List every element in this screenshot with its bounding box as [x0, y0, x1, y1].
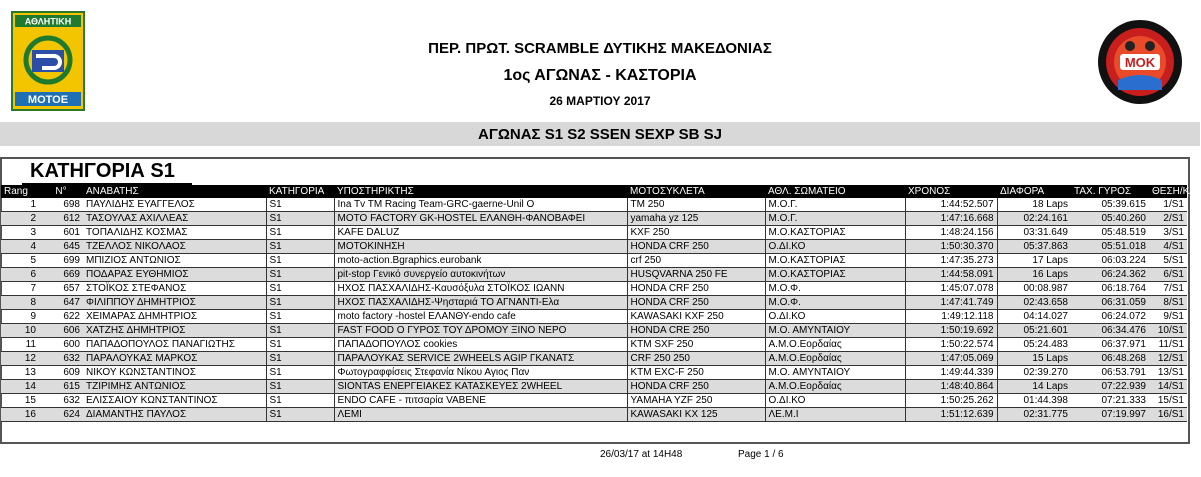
cell-difference: 05:37.863: [997, 240, 1071, 254]
cell-fastest-lap: 05:40.260: [1071, 212, 1149, 226]
table-header-row: [1, 185, 1187, 198]
cell-position: 11/S1: [1149, 338, 1187, 352]
table-row: [1, 226, 1187, 240]
cell-time: 1:50:30.370: [905, 240, 997, 254]
cell-time: 1:44:58.091: [905, 268, 997, 282]
cell-club: Μ.Ο.Φ.: [765, 296, 905, 310]
table-row: [1, 408, 1187, 422]
cell-category: S1: [266, 282, 334, 296]
cell-fastest-lap: 05:48.519: [1071, 226, 1149, 240]
cell-difference: 02:43.658: [997, 296, 1071, 310]
cell-club: Ο.ΔΙ.ΚΟ: [765, 240, 905, 254]
cell-time: 1:49:12.118: [905, 310, 997, 324]
cell-rider: ΠΑΡΑΛΟΥΚΑΣ ΜΑΡΚΟΣ: [83, 352, 266, 366]
cell-fastest-lap: 07:22.939: [1071, 380, 1149, 394]
cell-category: S1: [266, 324, 334, 338]
cell-position: 13/S1: [1149, 366, 1187, 380]
cell-motorcycle: HONDA CRF 250: [627, 240, 765, 254]
cell-category: S1: [266, 240, 334, 254]
cell-rang: 7: [1, 282, 39, 296]
cell-number: 669: [39, 268, 83, 282]
cell-time: 1:48:24.156: [905, 226, 997, 240]
cell-position: 12/S1: [1149, 352, 1187, 366]
cell-time: 1:44:52.507: [905, 198, 997, 212]
cell-motorcycle: KXF 250: [627, 226, 765, 240]
cell-motorcycle: HONDA CRF 250: [627, 282, 765, 296]
cell-position: 3/S1: [1149, 226, 1187, 240]
table-row: [1, 198, 1187, 212]
column-header-rider: ΑΝΑΒΑΤΗΣ: [83, 185, 266, 198]
cell-rang: 6: [1, 268, 39, 282]
column-header-motorcycle: ΜΟΤΟΣΥΚΛΕΤΑ: [627, 185, 765, 198]
cell-rang: 15: [1, 394, 39, 408]
cell-rider: ΣΤΟΪΚΟΣ ΣΤΕΦΑΝΟΣ: [83, 282, 266, 296]
cell-rang: 1: [1, 198, 39, 212]
cell-category: S1: [266, 366, 334, 380]
cell-fastest-lap: 06:53.791: [1071, 366, 1149, 380]
cell-sponsor: pit-stop Γενικό συνεργείο αυτοκινήτων: [334, 268, 627, 282]
cell-time: 1:47:16.668: [905, 212, 997, 226]
cell-sponsor: ΗΧΟΣ ΠΑΣΧΑΛΙΔΗΣ-Ψησταριά ΤΟ ΑΓΝΑΝΤΙ-Ελα: [334, 296, 627, 310]
cell-club: Ο.ΔΙ.ΚΟ: [765, 310, 905, 324]
column-header-fastest-lap: ΤΑΧ. ΓΥΡΟΣ: [1071, 185, 1149, 198]
svg-text:ΜΟΚ: ΜΟΚ: [1124, 55, 1156, 70]
cell-time: 1:47:05.069: [905, 352, 997, 366]
cell-number: 645: [39, 240, 83, 254]
table-row: [1, 212, 1187, 226]
page-indicator: Page 1 / 6: [738, 449, 784, 460]
cell-rang: 11: [1, 338, 39, 352]
race-title: ΑΓΩΝΑΣ S1 S2 SSEN SEXP SB SJ: [477, 126, 723, 143]
cell-position: 5/S1: [1149, 254, 1187, 268]
cell-club: Μ.Ο.ΚΑΣΤΟΡΙΑΣ: [765, 254, 905, 268]
cell-difference: 02:31.775: [997, 408, 1071, 422]
cell-number: 624: [39, 408, 83, 422]
cell-sponsor: ΠΑΡΑΛΟΥΚΑΣ SERVICE 2WHEELS AGIP ΓΚΑΝΑΤΣ: [334, 352, 627, 366]
cell-motorcycle: YAMAHA YZF 250: [627, 394, 765, 408]
cell-fastest-lap: 06:37.971: [1071, 338, 1149, 352]
cell-rider: ΜΠΙΖΙΟΣ ΑΝΤΩΝΙΟΣ: [83, 254, 266, 268]
cell-rang: 10: [1, 324, 39, 338]
cell-motorcycle: KAWASAKI KX 125: [627, 408, 765, 422]
cell-fastest-lap: 06:18.764: [1071, 282, 1149, 296]
cell-sponsor: ΛΕΜΙ: [334, 408, 627, 422]
cell-rang: 16: [1, 408, 39, 422]
column-header-category: ΚΑΤΗΓΟΡΙΑ: [266, 185, 334, 198]
cell-category: S1: [266, 198, 334, 212]
table-row: [1, 282, 1187, 296]
cell-difference: 17 Laps: [997, 254, 1071, 268]
cell-number: 612: [39, 212, 83, 226]
cell-number: 657: [39, 282, 83, 296]
cell-category: S1: [266, 394, 334, 408]
cell-motorcycle: KTM SXF 250: [627, 338, 765, 352]
table-row: [1, 254, 1187, 268]
cell-rider: ΤΑΣΟΥΛΑΣ ΑΧΙΛΛΕΑΣ: [83, 212, 266, 226]
cell-fastest-lap: 06:48.268: [1071, 352, 1149, 366]
svg-text:ΑΘΛΗΤΙΚΗ: ΑΘΛΗΤΙΚΗ: [24, 16, 72, 27]
cell-number: 600: [39, 338, 83, 352]
cell-position: 14/S1: [1149, 380, 1187, 394]
race-date: 26 ΜΑΡΤΙΟΥ 2017: [549, 94, 651, 108]
cell-club: Α.Μ.Ο.Εορδαίας: [765, 352, 905, 366]
category-title: ΚΑΤΗΓΟΡΙΑ S1: [30, 160, 175, 182]
cell-difference: 16 Laps: [997, 268, 1071, 282]
cell-category: S1: [266, 408, 334, 422]
cell-time: 1:50:25.262: [905, 394, 997, 408]
cell-position: 7/S1: [1149, 282, 1187, 296]
cell-rider: ΠΑΠΑΔΟΠΟΥΛΟΣ ΠΑΝΑΓΙΩΤΗΣ: [83, 338, 266, 352]
results-table: [1, 185, 1201, 422]
cell-difference: 02:24.161: [997, 212, 1071, 226]
cell-time: 1:51:12.639: [905, 408, 997, 422]
cell-motorcycle: yamaha yz 125: [627, 212, 765, 226]
cell-club: Μ.Ο. ΑΜΥΝΤΑΙΟΥ: [765, 324, 905, 338]
cell-category: S1: [266, 310, 334, 324]
cell-number: 632: [39, 394, 83, 408]
cell-club: Μ.Ο.ΚΑΣΤΟΡΙΑΣ: [765, 226, 905, 240]
table-row: [1, 268, 1187, 282]
cell-fastest-lap: 06:24.072: [1071, 310, 1149, 324]
cell-rang: 14: [1, 380, 39, 394]
cell-difference: 00:08.987: [997, 282, 1071, 296]
cell-position: 6/S1: [1149, 268, 1187, 282]
cell-rang: 2: [1, 212, 39, 226]
cell-club: ΛΕ.Μ.Ι: [765, 408, 905, 422]
cell-sponsor: ENDO CAFE - πιτσαρία VABENE: [334, 394, 627, 408]
cell-time: 1:47:35.273: [905, 254, 997, 268]
cell-rang: 13: [1, 366, 39, 380]
cell-fastest-lap: 06:24.362: [1071, 268, 1149, 282]
cell-club: Α.Μ.Ο.Εορδαίας: [765, 338, 905, 352]
column-header-rang: Rang: [1, 185, 39, 198]
championship-title: ΠΕΡ. ΠΡΩΤ. SCRAMBLE ΔΥΤΙΚΗΣ ΜΑΚΕΔΟΝΙΑΣ: [428, 40, 772, 57]
cell-category: S1: [266, 268, 334, 282]
cell-rider: ΠΑΥΛΙΔΗΣ ΕΥΑΓΓΕΛΟΣ: [83, 198, 266, 212]
cell-number: 699: [39, 254, 83, 268]
cell-sponsor: Φωτογραφφίσεις Στεφανία Νίκου Αγιος Παν: [334, 366, 627, 380]
cell-time: 1:47:41.749: [905, 296, 997, 310]
cell-sponsor: MOTO FACTORY GK-HOSTEL ΕΛΑΝΘΗ-ΦΑΝΟΒΑΦΕΙ: [334, 212, 627, 226]
cell-number: 615: [39, 380, 83, 394]
cell-position: 9/S1: [1149, 310, 1187, 324]
cell-category: S1: [266, 296, 334, 310]
cell-rang: 5: [1, 254, 39, 268]
cell-club: Μ.Ο.Φ.: [765, 282, 905, 296]
cell-number: 698: [39, 198, 83, 212]
cell-rider: ΝΙΚΟΥ ΚΩΝΣΤΑΝΤΙΝΟΣ: [83, 366, 266, 380]
column-header-sponsor: ΥΠΟΣΤΗΡΙΚΤΗΣ: [334, 185, 627, 198]
cell-sponsor: SIONTAS ΕΝΕΡΓΕΙΑΚΕΣ ΚΑΤΑΣΚΕΥΕΣ 2WHEEL: [334, 380, 627, 394]
cell-difference: 03:31.649: [997, 226, 1071, 240]
cell-position: 10/S1: [1149, 324, 1187, 338]
cell-sponsor: moto factory -hostel ΕΛΑΝΘΥ-endo cafe: [334, 310, 627, 324]
cell-motorcycle: HONDA CRF 250: [627, 296, 765, 310]
cell-motorcycle: HONDA CRF 250: [627, 380, 765, 394]
table-row: [1, 352, 1187, 366]
cell-time: 1:50:19.692: [905, 324, 997, 338]
table-row: [1, 380, 1187, 394]
cell-number: 609: [39, 366, 83, 380]
cell-difference: 15 Laps: [997, 352, 1071, 366]
table-row: [1, 296, 1187, 310]
cell-number: 647: [39, 296, 83, 310]
cell-sponsor: KAFE DALUZ: [334, 226, 627, 240]
cell-difference: 05:24.483: [997, 338, 1071, 352]
print-timestamp: 26/03/17 at 14H48: [600, 449, 683, 460]
cell-motorcycle: KAWASAKI KXF 250: [627, 310, 765, 324]
column-header-number: N°: [39, 185, 83, 198]
cell-time: 1:45:07.078: [905, 282, 997, 296]
column-header-difference: ΔΙΑΦΟΡΑ: [997, 185, 1071, 198]
cell-rider: ΠΟΔΑΡΑΣ ΕΥΘΗΜΙΟΣ: [83, 268, 266, 282]
cell-motorcycle: HONDA CRE 250: [627, 324, 765, 338]
cell-category: S1: [266, 254, 334, 268]
cell-number: 601: [39, 226, 83, 240]
cell-club: Μ.Ο.Γ.: [765, 198, 905, 212]
cell-category: S1: [266, 352, 334, 366]
cell-time: 1:49:44.339: [905, 366, 997, 380]
cell-category: S1: [266, 338, 334, 352]
cell-number: 622: [39, 310, 83, 324]
cell-fastest-lap: 06:34.476: [1071, 324, 1149, 338]
mok-club-logo: [1096, 18, 1184, 106]
cell-position: 8/S1: [1149, 296, 1187, 310]
cell-rider: ΧΕΙΜΑΡΑΣ ΔΗΜΗΤΡΙΟΣ: [83, 310, 266, 324]
cell-club: Μ.Ο.Γ.: [765, 212, 905, 226]
table-row: [1, 310, 1187, 324]
cell-rang: 3: [1, 226, 39, 240]
table-row: [1, 394, 1187, 408]
cell-sponsor: FAST FOOD Ο ΓΥΡΟΣ ΤΟΥ ΔΡΟΜΟΥ ΞΙΝΟ ΝΕΡΟ: [334, 324, 627, 338]
cell-rang: 9: [1, 310, 39, 324]
cell-club: Μ.Ο.ΚΑΣΤΟΡΙΑΣ: [765, 268, 905, 282]
svg-text:ΜΟΤΟΕ: ΜΟΤΟΕ: [27, 94, 69, 106]
table-row: [1, 338, 1187, 352]
column-header-position: ΘΕΣΗ/ΚΑΤ: [1149, 185, 1187, 198]
cell-position: 2/S1: [1149, 212, 1187, 226]
cell-club: Ο.ΔΙ.ΚΟ: [765, 394, 905, 408]
cell-category: S1: [266, 226, 334, 240]
cell-fastest-lap: 07:21.333: [1071, 394, 1149, 408]
cell-rang: 12: [1, 352, 39, 366]
cell-time: 1:48:40.864: [905, 380, 997, 394]
race-location-title: 1ος ΑΓΩΝΑΣ - ΚΑΣΤΟΡΙΑ: [503, 67, 697, 84]
cell-position: 1/S1: [1149, 198, 1187, 212]
cell-sponsor: ΜΟΤΟΚΙΝΗΣΗ: [334, 240, 627, 254]
cell-position: 4/S1: [1149, 240, 1187, 254]
cell-position: 16/S1: [1149, 408, 1187, 422]
cell-difference: 05:21.601: [997, 324, 1071, 338]
cell-difference: 18 Laps: [997, 198, 1071, 212]
cell-motorcycle: TM 250: [627, 198, 765, 212]
cell-rider: ΕΛΙΣΣΑΙΟΥ ΚΩΝΣΤΑΝΤΙΝΟΣ: [83, 394, 266, 408]
cell-time: 1:50:22.574: [905, 338, 997, 352]
cell-rider: ΤΖΕΛΛΟΣ ΝΙΚΟΛΑΟΣ: [83, 240, 266, 254]
cell-position: 15/S1: [1149, 394, 1187, 408]
column-header-time: ΧΡΟΝΟΣ: [905, 185, 997, 198]
cell-club: Μ.Ο. ΑΜΥΝΤΑΙΟΥ: [765, 366, 905, 380]
table-body: [1, 198, 1187, 422]
cell-club: Α.Μ.Ο.Εορδαίας: [765, 380, 905, 394]
cell-rider: ΤΖΙΡΙΜΗΣ ΑΝΤΩΝΙΟΣ: [83, 380, 266, 394]
cell-number: 632: [39, 352, 83, 366]
cell-rider: ΦΙΛΙΠΠΟΥ ΔΗΜΗΤΡΙΟΣ: [83, 296, 266, 310]
cell-fastest-lap: 06:31.059: [1071, 296, 1149, 310]
cell-sponsor: moto-action.Bgraphics.eurobank: [334, 254, 627, 268]
cell-fastest-lap: 05:39.615: [1071, 198, 1149, 212]
cell-category: S1: [266, 212, 334, 226]
column-header-club: ΑΘΛ. ΣΩΜΑΤΕΙΟ: [765, 185, 905, 198]
table-row: [1, 240, 1187, 254]
cell-motorcycle: crf 250: [627, 254, 765, 268]
table-row: [1, 324, 1187, 338]
cell-difference: 01:44.398: [997, 394, 1071, 408]
cell-rang: 8: [1, 296, 39, 310]
cell-sponsor: ΠΑΠΑΔΟΠΟΥΛΟΣ cookies: [334, 338, 627, 352]
cell-rang: 4: [1, 240, 39, 254]
cell-rider: ΧΑΤΖΗΣ ΔΗΜΗΤΡΙΟΣ: [83, 324, 266, 338]
cell-rider: ΤΟΠΑΛΙΔΗΣ ΚΟΣΜΑΣ: [83, 226, 266, 240]
cell-sponsor: ΗΧΟΣ ΠΑΣΧΑΛΙΔΗΣ-Καυσόξυλα ΣΤΟΪΚΟΣ ΙΩΑΝΝ: [334, 282, 627, 296]
cell-fastest-lap: 06:03.224: [1071, 254, 1149, 268]
cell-fastest-lap: 07:19.997: [1071, 408, 1149, 422]
cell-motorcycle: CRF 250 250: [627, 352, 765, 366]
cell-difference: 14 Laps: [997, 380, 1071, 394]
cell-number: 606: [39, 324, 83, 338]
cell-fastest-lap: 05:51.018: [1071, 240, 1149, 254]
cell-category: S1: [266, 380, 334, 394]
cell-difference: 04:14.027: [997, 310, 1071, 324]
cell-difference: 02:39.270: [997, 366, 1071, 380]
cell-motorcycle: KTM EXC-F 250: [627, 366, 765, 380]
table-row: [1, 366, 1187, 380]
cell-motorcycle: HUSQVARNA 250 FE: [627, 268, 765, 282]
cell-rider: ΔΙΑΜΑΝΤΗΣ ΠΑΥΛΟΣ: [83, 408, 266, 422]
cell-sponsor: Ina Tv TM Racing Team-GRC-gaerne-Unil O: [334, 198, 627, 212]
